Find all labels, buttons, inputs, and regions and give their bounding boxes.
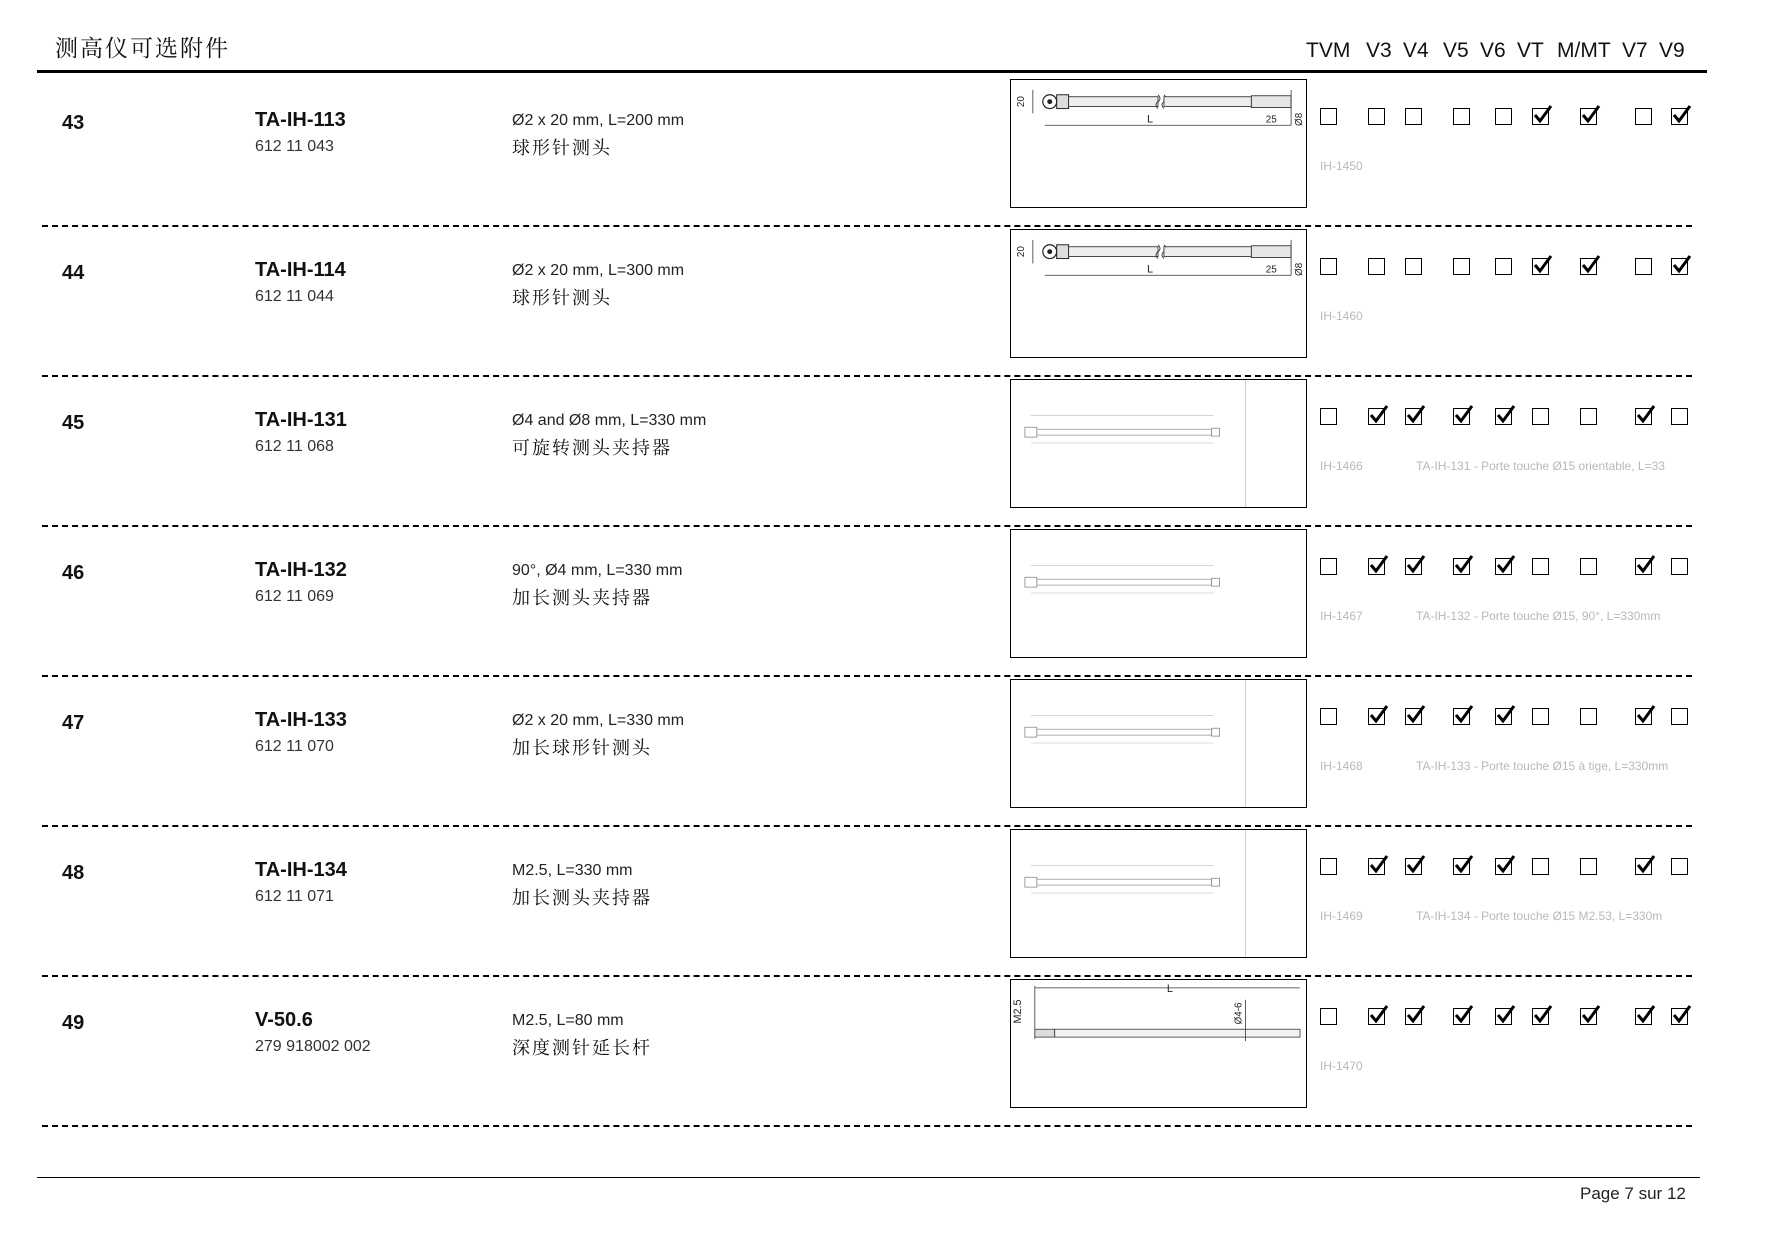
compat-checkbox-mmt[interactable] — [1580, 558, 1597, 575]
model-header-v6: V6 — [1480, 39, 1506, 62]
compat-checkbox-v7[interactable] — [1635, 858, 1652, 875]
item-description: 加长测头夹持器 — [512, 888, 652, 909]
stylus-tip — [1057, 245, 1069, 259]
compat-checkbox-v7[interactable] — [1635, 558, 1652, 575]
compat-checkbox-v9[interactable] — [1671, 708, 1688, 725]
item-note: TA-IH-131 - Porte touche Ø15 orientable, L=33 — [1416, 459, 1665, 473]
item-part-number: 612 11 070 — [255, 738, 334, 755]
compat-checkbox-v5[interactable] — [1453, 708, 1470, 725]
stylus-ball-center — [1047, 99, 1052, 104]
compat-checkbox-v9[interactable] — [1671, 1008, 1688, 1025]
compat-checkbox-v6[interactable] — [1495, 858, 1512, 875]
compat-checkbox-v5[interactable] — [1453, 858, 1470, 875]
compat-checkbox-v7[interactable] — [1635, 108, 1652, 125]
technical-drawing — [1010, 379, 1307, 508]
checkmark-stroke — [1371, 706, 1387, 721]
table-row — [0, 826, 1778, 976]
checkmark-icon — [1580, 1005, 1600, 1025]
checkmark-icon — [1532, 105, 1552, 125]
checkmark-stroke — [1498, 406, 1514, 421]
compat-checkbox-v7[interactable] — [1635, 708, 1652, 725]
compat-checkbox-v9[interactable] — [1671, 258, 1688, 275]
checkmark-stroke — [1408, 1006, 1424, 1021]
stylus-shaft-b — [1164, 97, 1251, 107]
item-number: 45 — [62, 412, 85, 434]
page-number: Page 7 sur 12 — [1580, 1184, 1686, 1203]
rod-thread — [1035, 1029, 1055, 1037]
stylus-shank — [1251, 246, 1291, 258]
checkmark-icon — [1495, 555, 1515, 575]
checkmark-icon — [1580, 255, 1600, 275]
compat-checkbox-vt[interactable] — [1532, 108, 1549, 125]
dim-label-length: L — [1166, 982, 1173, 995]
compat-checkbox-v6[interactable] — [1495, 708, 1512, 725]
compat-checkbox-v9[interactable] — [1671, 108, 1688, 125]
checkmark-icon — [1405, 405, 1425, 425]
compat-checkbox-v3[interactable] — [1368, 408, 1385, 425]
checkmark-stroke — [1498, 856, 1514, 871]
item-spec: Ø2 x 20 mm, L=200 mm — [512, 112, 685, 129]
compat-checkbox-mmt[interactable] — [1580, 108, 1597, 125]
drawing-canvas — [1011, 230, 1306, 357]
item-description: 球形针测头 — [512, 288, 612, 309]
item-reference: IH-1468 — [1320, 759, 1363, 773]
item-description: 加长球形针测头 — [512, 738, 652, 759]
item-code: TA-IH-134 — [255, 859, 347, 881]
item-part-number: 612 11 044 — [255, 288, 334, 305]
item-spec: Ø2 x 20 mm, L=300 mm — [512, 262, 685, 279]
rod-end-right — [1212, 728, 1220, 736]
rod-end-left — [1025, 427, 1037, 437]
item-part-number: 279 918002 002 — [255, 1038, 371, 1055]
compat-checkbox-v9[interactable] — [1671, 408, 1688, 425]
compat-checkbox-tvm[interactable] — [1320, 858, 1337, 875]
compat-checkbox-v6[interactable] — [1495, 108, 1512, 125]
compat-checkbox-vt[interactable] — [1532, 1008, 1549, 1025]
checkmark-stroke — [1498, 706, 1514, 721]
checkmark-icon — [1580, 105, 1600, 125]
table-row — [0, 76, 1778, 226]
dim-label-shank: 25 — [1265, 264, 1277, 276]
compat-checkbox-v3[interactable] — [1368, 708, 1385, 725]
compat-checkbox-v9[interactable] — [1671, 858, 1688, 875]
checkmark-stroke — [1583, 106, 1599, 121]
checkmark-icon — [1671, 255, 1691, 275]
checkmark-stroke — [1371, 856, 1387, 871]
dim-label-diameter: Ø8 — [1293, 262, 1306, 276]
checkmark-stroke — [1456, 856, 1472, 871]
item-description: 球形针测头 — [512, 138, 612, 159]
compat-checkbox-tvm[interactable] — [1320, 558, 1337, 575]
checkmark-stroke — [1371, 1006, 1387, 1021]
checkmark-stroke — [1638, 856, 1654, 871]
rod-body — [1037, 429, 1212, 435]
checkmark-stroke — [1408, 406, 1424, 421]
dim-label-diameter: Ø8 — [1293, 112, 1306, 126]
page-title: 测高仪可选附件 — [55, 36, 230, 62]
dim-label-length: L — [1147, 263, 1154, 276]
checkmark-stroke — [1583, 256, 1599, 271]
checkmark-icon — [1495, 855, 1515, 875]
item-spec: Ø4 and Ø8 mm, L=330 mm — [512, 412, 707, 429]
item-spec: Ø2 x 20 mm, L=330 mm — [512, 712, 685, 729]
item-note: TA-IH-133 - Porte touche Ø15 à tige, L=330mm — [1416, 759, 1669, 773]
checkmark-stroke — [1498, 556, 1514, 571]
stylus-tip — [1057, 95, 1069, 109]
compat-checkbox-v3[interactable] — [1368, 1008, 1385, 1025]
compat-checkbox-v4[interactable] — [1405, 858, 1422, 875]
compat-checkbox-tvm[interactable] — [1320, 108, 1337, 125]
model-header-mmt: M/MT — [1557, 39, 1611, 62]
item-code: TA-IH-114 — [255, 259, 346, 281]
checkmark-icon — [1368, 1005, 1388, 1025]
dim-label-diameter: Ø4-6 — [1233, 1002, 1245, 1025]
checkmark-stroke — [1408, 706, 1424, 721]
drawing-canvas — [1011, 830, 1306, 957]
checkmark-icon — [1405, 705, 1425, 725]
compat-checkbox-v6[interactable] — [1495, 558, 1512, 575]
checkmark-icon — [1405, 555, 1425, 575]
compat-checkbox-vt[interactable] — [1532, 858, 1549, 875]
compat-checkbox-mmt[interactable] — [1580, 258, 1597, 275]
checkmark-stroke — [1456, 406, 1472, 421]
drawing-canvas — [1011, 80, 1306, 207]
checkmark-stroke — [1408, 556, 1424, 571]
checkmark-stroke — [1638, 706, 1654, 721]
checkmark-stroke — [1456, 706, 1472, 721]
compat-checkbox-mmt[interactable] — [1580, 858, 1597, 875]
item-spec: 90°, Ø4 mm, L=330 mm — [512, 562, 683, 579]
item-note: TA-IH-132 - Porte touche Ø15, 90°, L=330mm — [1416, 609, 1661, 623]
rod-body — [1037, 879, 1212, 885]
item-description: 深度测针延长杆 — [512, 1038, 652, 1059]
item-reference: IH-1460 — [1320, 309, 1363, 323]
compat-checkbox-vt[interactable] — [1532, 708, 1549, 725]
compat-checkbox-v7[interactable] — [1635, 258, 1652, 275]
stylus-shank — [1251, 96, 1291, 108]
compat-checkbox-v4[interactable] — [1405, 108, 1422, 125]
item-spec: M2.5, L=330 mm — [512, 862, 633, 879]
stylus-shaft-a — [1069, 97, 1158, 107]
compat-checkbox-tvm[interactable] — [1320, 408, 1337, 425]
checkmark-stroke — [1535, 1006, 1551, 1021]
rod-end-left — [1025, 727, 1037, 737]
checkmark-icon — [1635, 855, 1655, 875]
compat-checkbox-tvm[interactable] — [1320, 1008, 1337, 1025]
checkmark-icon — [1405, 1005, 1425, 1025]
compat-checkbox-v6[interactable] — [1495, 1008, 1512, 1025]
item-note: TA-IH-134 - Porte touche Ø15 M2.53, L=330m — [1416, 909, 1663, 923]
checkmark-icon — [1368, 405, 1388, 425]
compat-checkbox-tvm[interactable] — [1320, 258, 1337, 275]
item-code: TA-IH-132 — [255, 559, 347, 581]
checkmark-icon — [1495, 705, 1515, 725]
dim-label-length: L — [1147, 113, 1154, 126]
drawing-canvas — [1011, 530, 1306, 657]
compat-checkbox-v4[interactable] — [1405, 258, 1422, 275]
rod-body — [1037, 579, 1212, 585]
compat-checkbox-v3[interactable] — [1368, 858, 1385, 875]
compat-checkbox-v4[interactable] — [1405, 408, 1422, 425]
checkmark-icon — [1635, 405, 1655, 425]
item-reference: IH-1469 — [1320, 909, 1363, 923]
table-row — [0, 526, 1778, 676]
checkmark-icon — [1532, 1005, 1552, 1025]
technical-drawing — [1010, 829, 1307, 958]
checkmark-stroke — [1583, 1006, 1599, 1021]
compat-checkbox-v4[interactable] — [1405, 558, 1422, 575]
drawing-canvas — [1011, 380, 1306, 507]
model-header-v9: V9 — [1659, 39, 1685, 62]
compat-checkbox-v9[interactable] — [1671, 558, 1688, 575]
item-part-number: 612 11 071 — [255, 888, 334, 905]
table-row — [0, 976, 1778, 1126]
checkmark-stroke — [1535, 256, 1551, 271]
drawing-canvas — [1011, 680, 1306, 807]
compat-checkbox-v7[interactable] — [1635, 1008, 1652, 1025]
compat-checkbox-v3[interactable] — [1368, 108, 1385, 125]
item-description: 可旋转测头夹持器 — [512, 438, 672, 459]
item-number: 43 — [62, 112, 85, 134]
item-reference: IH-1450 — [1320, 159, 1363, 173]
item-part-number: 612 11 043 — [255, 138, 334, 155]
table-row — [0, 226, 1778, 376]
checkmark-stroke — [1456, 1006, 1472, 1021]
item-code: TA-IH-113 — [255, 109, 346, 131]
checkmark-icon — [1453, 1005, 1473, 1025]
checkmark-stroke — [1674, 256, 1690, 271]
dim-label-shank: 25 — [1265, 114, 1277, 126]
compat-checkbox-v6[interactable] — [1495, 258, 1512, 275]
checkmark-icon — [1453, 405, 1473, 425]
compat-checkbox-vt[interactable] — [1532, 408, 1549, 425]
checkmark-stroke — [1371, 406, 1387, 421]
checkmark-stroke — [1498, 1006, 1514, 1021]
checkmark-icon — [1671, 1005, 1691, 1025]
footer-divider — [37, 1177, 1700, 1178]
compat-checkbox-v3[interactable] — [1368, 558, 1385, 575]
rod-end-right — [1212, 878, 1220, 886]
checkmark-stroke — [1638, 556, 1654, 571]
checkmark-icon — [1368, 705, 1388, 725]
item-reference: IH-1470 — [1320, 1059, 1363, 1073]
checkmark-icon — [1453, 855, 1473, 875]
checkmark-icon — [1671, 105, 1691, 125]
checkmark-icon — [1495, 1005, 1515, 1025]
checkmark-stroke — [1371, 556, 1387, 571]
checkmark-icon — [1532, 255, 1552, 275]
compat-checkbox-v6[interactable] — [1495, 408, 1512, 425]
compat-checkbox-v5[interactable] — [1453, 1008, 1470, 1025]
item-description: 加长测头夹持器 — [512, 588, 652, 609]
technical-drawing — [1010, 979, 1307, 1108]
checkmark-stroke — [1456, 556, 1472, 571]
model-header-v3: V3 — [1366, 39, 1392, 62]
checkmark-icon — [1453, 705, 1473, 725]
checkmark-icon — [1405, 855, 1425, 875]
technical-drawing — [1010, 529, 1307, 658]
checkmark-icon — [1635, 555, 1655, 575]
item-code: V-50.6 — [255, 1009, 313, 1031]
item-code: TA-IH-131 — [255, 409, 347, 431]
table-row — [0, 676, 1778, 826]
compat-checkbox-v5[interactable] — [1453, 258, 1470, 275]
item-number: 49 — [62, 1012, 85, 1034]
rod-end-right — [1212, 578, 1220, 586]
compat-checkbox-v4[interactable] — [1405, 708, 1422, 725]
item-reference: IH-1467 — [1320, 609, 1363, 623]
item-number: 48 — [62, 862, 85, 884]
stylus-shaft-a — [1069, 247, 1158, 257]
compat-checkbox-v4[interactable] — [1405, 1008, 1422, 1025]
model-header-v7: V7 — [1622, 39, 1648, 62]
checkmark-stroke — [1638, 1006, 1654, 1021]
checkmark-stroke — [1674, 106, 1690, 121]
compat-checkbox-v7[interactable] — [1635, 408, 1652, 425]
technical-drawing — [1010, 79, 1307, 208]
checkmark-icon — [1368, 555, 1388, 575]
checkmark-icon — [1453, 555, 1473, 575]
stylus-shaft-b — [1164, 247, 1251, 257]
stylus-ball-center — [1047, 249, 1052, 254]
model-header-tvm: TVM — [1306, 39, 1351, 62]
dim-label-height: 20 — [1015, 96, 1027, 108]
technical-drawing — [1010, 679, 1307, 808]
checkmark-icon — [1635, 1005, 1655, 1025]
checkmark-icon — [1368, 855, 1388, 875]
compat-checkbox-v3[interactable] — [1368, 258, 1385, 275]
compat-checkbox-vt[interactable] — [1532, 258, 1549, 275]
compat-checkbox-tvm[interactable] — [1320, 708, 1337, 725]
compat-checkbox-v5[interactable] — [1453, 408, 1470, 425]
table-row — [0, 376, 1778, 526]
rod-end-left — [1025, 877, 1037, 887]
checkmark-stroke — [1408, 856, 1424, 871]
compat-checkbox-mmt[interactable] — [1580, 408, 1597, 425]
item-code: TA-IH-133 — [255, 709, 347, 731]
dim-label-thread: M2.5 — [1011, 999, 1024, 1024]
dim-label-height: 20 — [1015, 246, 1027, 258]
checkmark-icon — [1635, 705, 1655, 725]
checkmark-stroke — [1535, 106, 1551, 121]
model-header-v4: V4 — [1403, 39, 1429, 62]
rod-body — [1037, 729, 1212, 735]
item-number: 46 — [62, 562, 85, 584]
item-part-number: 612 11 069 — [255, 588, 334, 605]
checkmark-stroke — [1674, 1006, 1690, 1021]
row-divider — [42, 1125, 1692, 1127]
model-header-vt: VT — [1517, 39, 1544, 62]
rod-end-left — [1025, 577, 1037, 587]
compat-checkbox-mmt[interactable] — [1580, 708, 1597, 725]
rod-end-right — [1212, 428, 1220, 436]
compat-checkbox-v5[interactable] — [1453, 108, 1470, 125]
item-part-number: 612 11 068 — [255, 438, 334, 455]
compat-checkbox-v5[interactable] — [1453, 558, 1470, 575]
drawing-canvas — [1011, 980, 1306, 1107]
item-reference: IH-1466 — [1320, 459, 1363, 473]
model-header-v5: V5 — [1443, 39, 1469, 62]
checkmark-stroke — [1638, 406, 1654, 421]
rod-body — [1055, 1029, 1300, 1037]
compat-checkbox-mmt[interactable] — [1580, 1008, 1597, 1025]
item-number: 44 — [62, 262, 85, 284]
item-number: 47 — [62, 712, 85, 734]
compat-checkbox-vt[interactable] — [1532, 558, 1549, 575]
item-spec: M2.5, L=80 mm — [512, 1012, 624, 1029]
technical-drawing — [1010, 229, 1307, 358]
checkmark-icon — [1495, 405, 1515, 425]
